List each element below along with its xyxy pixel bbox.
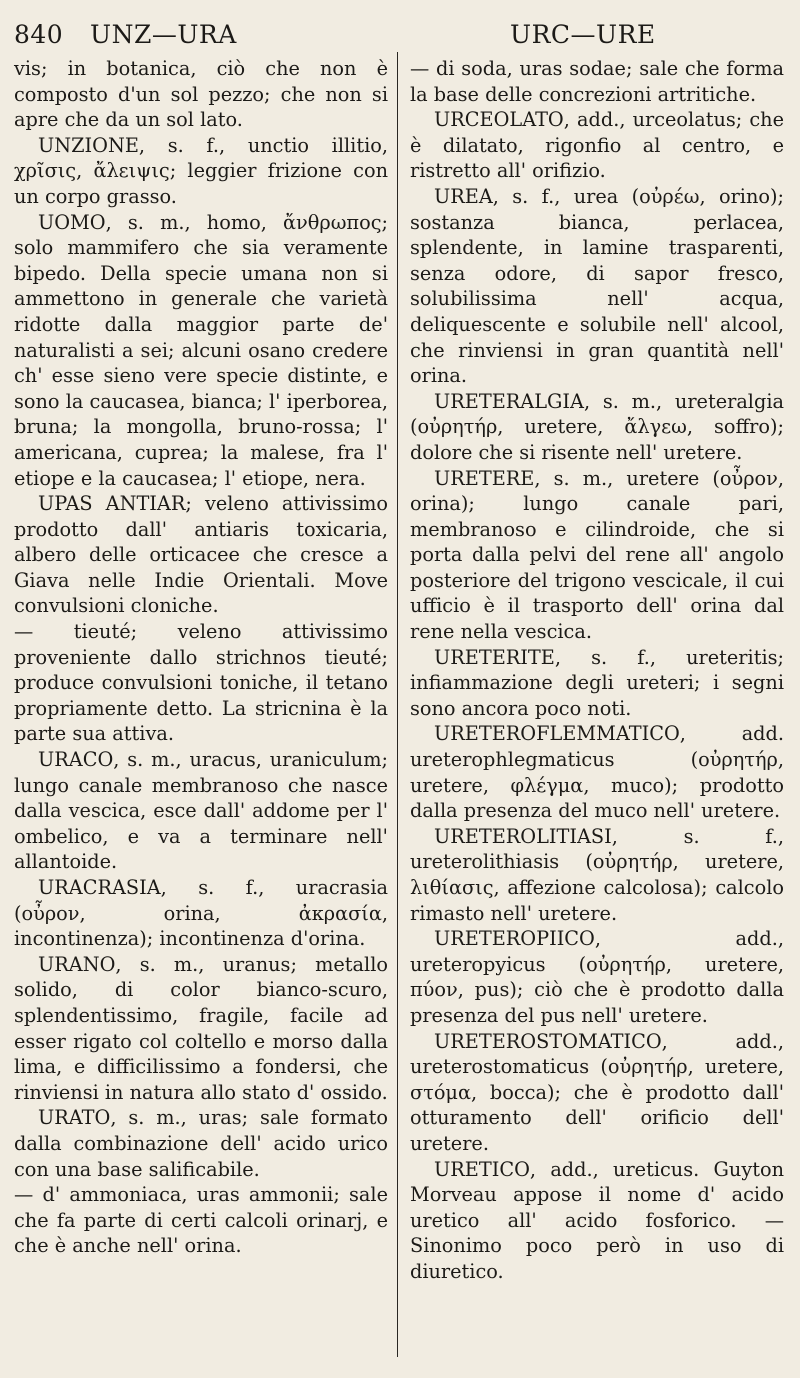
entry-headword: URETICO xyxy=(434,1157,530,1181)
dictionary-entry xyxy=(14,619,388,747)
right-column xyxy=(410,56,784,1285)
dictionary-entry xyxy=(410,466,784,645)
entry-headword: UREA xyxy=(434,184,493,208)
entry-definition: veleno attivissimo prodotto dall' antiaris toxicaria, albero delle orticacee che cresce a Giava nelle Indie Orientali. Move convulsioni cloniche. xyxy=(14,492,388,618)
entry-separator: , xyxy=(554,645,592,669)
entry-headword: URATO xyxy=(38,1106,111,1130)
entry-headword: URANO xyxy=(38,952,116,976)
entry-separator: , xyxy=(115,952,140,976)
dictionary-entry xyxy=(410,926,784,1028)
entry-headword: URACO xyxy=(38,748,114,772)
entry-separator: , xyxy=(492,184,513,208)
dictionary-entry xyxy=(14,875,388,952)
entry-separator: , xyxy=(583,389,603,413)
dictionary-entry xyxy=(14,952,388,1106)
entry-separator: , xyxy=(594,927,736,951)
entry-separator: , xyxy=(529,1157,551,1181)
entry-definition: vis; in botanica, ciò che non è composto d'un sol pezzo; che non si apre che da un sol lato. xyxy=(14,57,388,132)
entry-headword: URETERE xyxy=(434,466,535,490)
entry-separator: , xyxy=(611,824,684,848)
dictionary-entry xyxy=(14,1105,388,1182)
entry-separator: , xyxy=(563,108,578,132)
entry-separator: , xyxy=(138,133,168,157)
dictionary-entry xyxy=(14,1182,388,1259)
entry-headword: URETEROSTOMATICO xyxy=(434,1029,662,1053)
entry-definition: add., urceolatus; che è dilatato, rigonfio al centro, e ristretto all' orifizio. xyxy=(410,108,785,183)
dictionary-entry xyxy=(410,1157,784,1285)
dictionary-entry xyxy=(410,389,784,466)
entry-separator: , xyxy=(534,466,554,490)
dictionary-entry xyxy=(410,824,784,926)
entry-definition: — di soda, uras sodae; sale che forma la base delle concrezioni artritiche. xyxy=(410,57,784,106)
dictionary-entry xyxy=(410,184,784,389)
dictionary-entry xyxy=(14,491,388,619)
entry-definition: add. ureterophlegmaticus (οὐρητήρ, uretere, φλέγμα, muco); prodotto dalla presenza del muco nell' uretere. xyxy=(410,722,784,823)
entry-definition: s. m., uras; sale formato dalla combinazione dell' acido urico con una base salificabile. xyxy=(14,1106,388,1181)
dictionary-entry xyxy=(410,56,784,107)
entry-separator: , xyxy=(110,1106,129,1130)
entry-definition: s. f., unctio illitio, χρῖσις, ἄλειψις; leggier frizione con un corpo grasso. xyxy=(14,133,388,208)
entry-definition: s. m., uranus; metallo solido, di color bianco-scuro, splendentissimo, fragile, facile ad esser rigato col coltello e morso dalla lima, e difficilissimo a fondersi, che rinviensi in natura allo stato d' ossido. xyxy=(14,952,388,1104)
entry-headword: URETEROFLEMMATICO xyxy=(434,722,680,746)
column-divider xyxy=(397,52,398,1357)
dictionary-entry xyxy=(14,747,388,875)
entry-headword: URETEROPIICO xyxy=(434,927,595,951)
dictionary-entry xyxy=(410,1029,784,1157)
entry-headword: URETERITE xyxy=(434,645,555,669)
entry-definition: s. f., ureteritis; infiammazione degli ureteri; i segni sono ancora poco noti. xyxy=(410,645,784,720)
entry-definition: add., ureterostomaticus (οὐρητήρ, uretere, στόμα, bocca); che è prodotto dall' otturamento dell' orificio dell' uretere. xyxy=(410,1029,784,1155)
entry-headword: UPAS ANTIAR xyxy=(38,492,186,516)
entry-definition: — tieuté; veleno attivissimo proveniente dallo strichnos tieuté; produce convulsioni toniche, il tetano propriamente detto. La stricnina è la parte sua attiva. xyxy=(14,620,388,746)
entry-separator: , xyxy=(679,722,742,746)
entry-definition: add., ureticus. Guyton Morveau appose il nome d' acido uretico all' acido fosforico. — Sinonimo poco però in uso di diuretico. xyxy=(410,1157,784,1283)
entry-headword: URCEOLATO xyxy=(434,108,564,132)
entry-definition: s. m., uretere (οὖρον, orina); lungo canale pari, membranoso e cilindroide, che si porta dalla pelvi del rene all' angolo posteriore del trigono vescicale, il cui ufficio è il trasporto dell' orina dal rene nella vescica. xyxy=(410,466,784,644)
entry-separator: ; xyxy=(185,492,205,516)
left-column xyxy=(14,56,388,1259)
dictionary-entry xyxy=(14,56,388,133)
entry-definition: s. m., homo, ἄνθρωπος; solo mammifero che sia veramente bipedo. Della specie umana non si ammettono in generale che varietà ridotte dalla maggior parte de' naturalisti a sei; alcuni osano credere ch' esse sieno vere specie distinte, e sono la caucasea, bianca; l' iperborea, bruna; la mongolla, bruno-rossa; l' americana, cuprea; la malese, fra l' etiope e la caucasea; l' etiope, nera. xyxy=(14,210,388,490)
entry-definition: s. m., uracus, uraniculum; lungo canale membranoso che nasce dalla vescica, esce dall' addome per l' ombelico, e va a terminare nell' allantoide. xyxy=(14,748,389,874)
entry-headword: URETERALGIA xyxy=(434,389,584,413)
entry-definition: s. f., uracrasia (οὖρον, orina, ἀκρασία, incontinenza); incontinenza d'orina. xyxy=(14,876,388,951)
entry-definition: add., ureteropyicus (οὐρητήρ, uretere, πύον, pus); ciò che è prodotto dalla presenza del pus nell' uretere. xyxy=(410,927,784,1027)
entry-separator: , xyxy=(113,748,128,772)
entry-separator: , xyxy=(661,1029,736,1053)
entry-separator: , xyxy=(160,876,199,899)
entry-definition: s. m., ureteralgia (οὐρητήρ, uretere, ἄλγεω, soffro); dolore che si risente nell' uretere. xyxy=(410,389,784,464)
entry-headword: UNZIONE xyxy=(38,133,139,157)
dictionary-entry xyxy=(410,645,784,722)
entry-separator: , xyxy=(105,210,128,234)
page-number: 840 xyxy=(14,20,64,49)
entry-headword: UOMO xyxy=(38,210,106,234)
entry-definition: s. f., ureterolithiasis (οὐρητήρ, uretere, λιθίασις, affezione calcolosa); calcolo rimasto nell' uretere. xyxy=(410,824,784,925)
entry-headword: URETEROLITIASI xyxy=(434,824,612,848)
dictionary-entry xyxy=(410,721,784,823)
entry-definition: — d' ammoniaca, uras ammonii; sale che fa parte di certi calcoli orinarj, e che è anche nell' orina. xyxy=(14,1183,388,1258)
running-header-right: URC—URE xyxy=(510,20,656,49)
dictionary-entry xyxy=(410,107,784,184)
entry-definition: s. f., urea (οὐρέω, orino); sostanza bianca, perlacea, splendente, in lamine trasparenti, senza odore, di sapor fresco, solubilissima nell' acqua, deliquescente e solubile nell' alcool, che rinviensi in gran quantità nell' orina. xyxy=(410,184,784,388)
dictionary-entry xyxy=(14,133,388,210)
dictionary-entry xyxy=(14,210,388,492)
entry-headword: URACRASIA xyxy=(38,876,161,899)
running-header-left: UNZ—URA xyxy=(90,20,237,49)
